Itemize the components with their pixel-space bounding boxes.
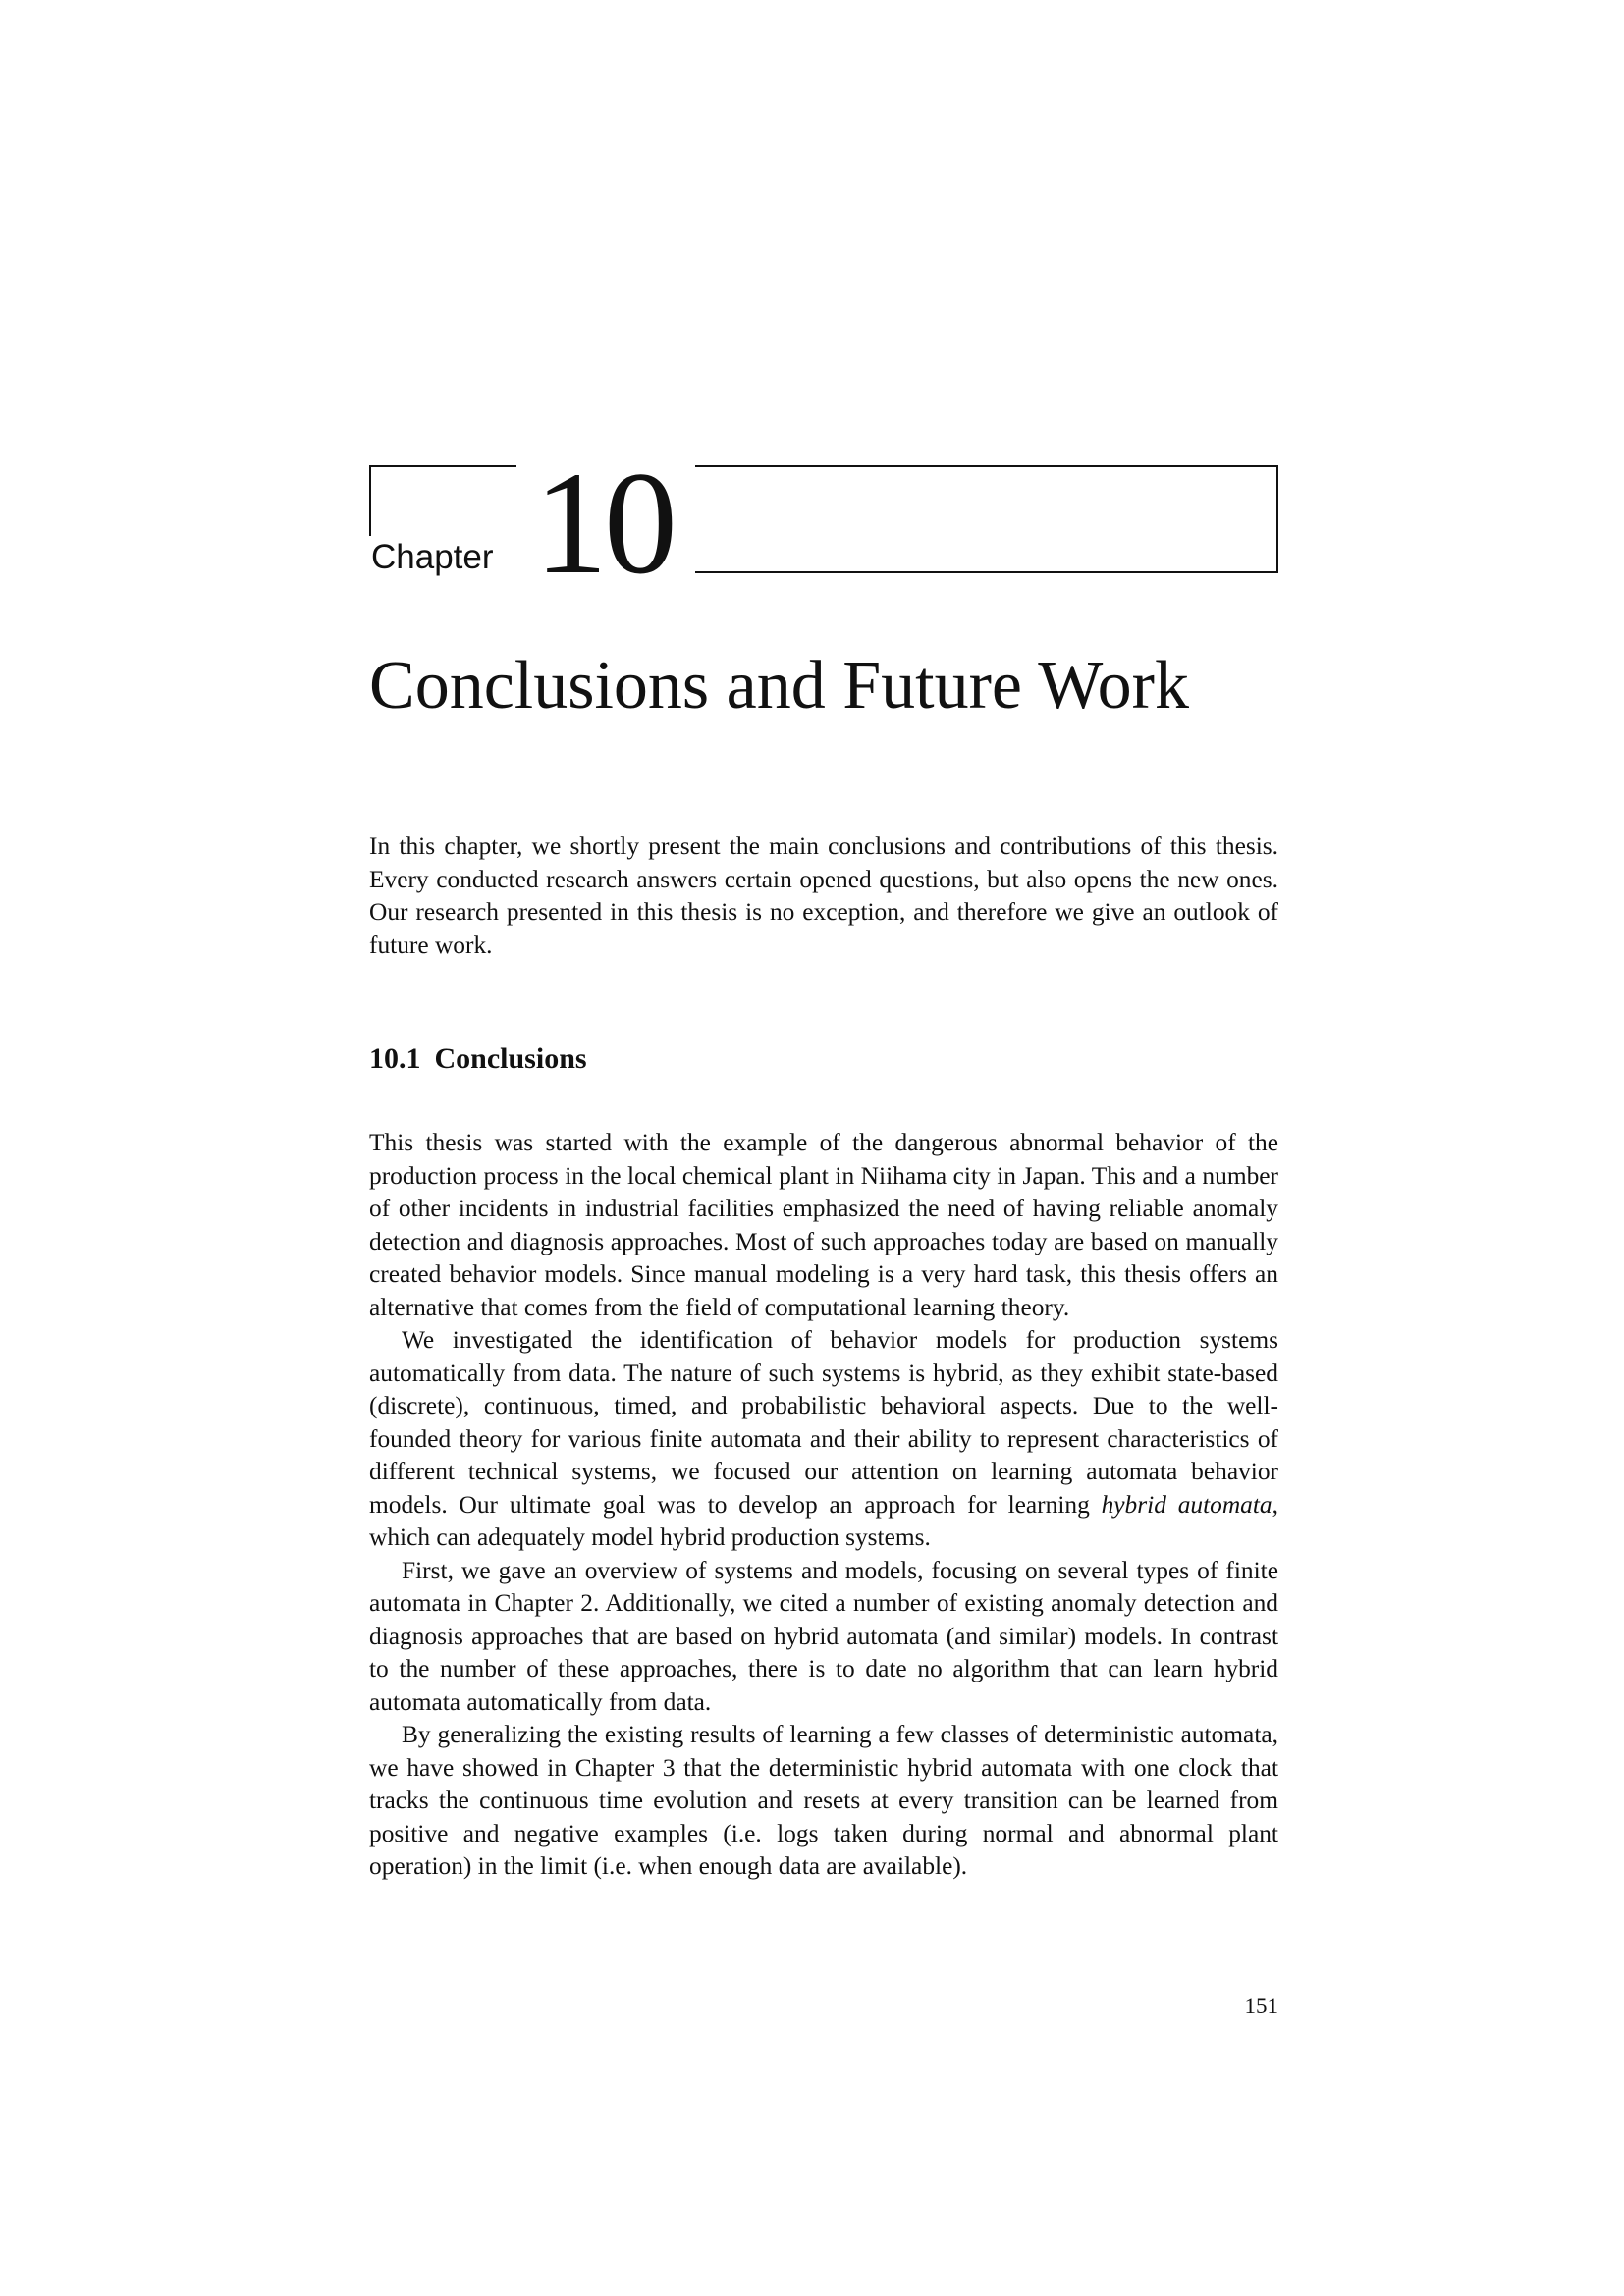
chapter-heading	[369, 442, 1278, 605]
chapter-frame-line	[369, 465, 371, 536]
paragraph-text: , which can adequately model hybrid production systems.	[369, 1490, 1278, 1551]
body-paragraph: By generalizing the existing results of learning a few classes of deterministic automata, we have showed in Chapter 3 that the deterministic hybrid automata with one clock that tracks the continuous time evolution and resets at every transition can be learned from positive and negative examples (i.e. logs taken during normal and abnormal plant operation) in the limit (i.e. when enough data are available).	[369, 1721, 1278, 1880]
body-paragraph: This thesis was started with the example of the dangerous abnormal behavior of the production process in the local chemical plant in Niihama city in Japan. This and a number of other incidents in industrial facilities emphasized the need of having reliable anomaly detection and diagnosis approaches. Most of such approaches today are based on manually created behavior models. Since manual modeling is a very hard task, this thesis offers an alternative that comes from the field of computational learning theory.	[369, 1129, 1278, 1321]
intro-paragraph: In this chapter, we shortly present the main conclusions and contributions of this thesis. Every conducted research answers certain opened questions, but also opens the new ones. Our research presented in this thesis is no exception, and therefore we give an outlook of future work.	[369, 832, 1278, 959]
section-number: 10.1	[369, 1042, 421, 1075]
emphasized-term: hybrid automata	[1101, 1490, 1272, 1519]
section-heading	[369, 1044, 587, 1074]
chapter-intro	[369, 830, 1278, 962]
section-title: Conclusions	[434, 1042, 587, 1075]
section-body	[369, 1127, 1278, 1884]
chapter-frame-line	[1276, 465, 1278, 573]
chapter-title: Conclusions and Future Work	[369, 648, 1189, 723]
page-number: 151	[1244, 1994, 1278, 2018]
body-paragraph: First, we gave an overview of systems and models, focusing on several types of finite automata in Chapter 2. Additionally, we cited a number of existing anomaly detection and diagnosis approaches that are based on hybrid automata (and similar) models. In contrast to the number of these approaches, there is to date no algorithm that can learn hybrid automata automatically from data.	[369, 1556, 1278, 1716]
chapter-frame-line	[369, 465, 516, 467]
chapter-frame-line	[695, 465, 1278, 467]
chapter-number: 10	[534, 442, 674, 605]
paragraph-text: We investigated the identification of behavior models for production systems automatically from data. The nature of such systems is hybrid, as they exhibit state-based (discrete), continuous, timed, and probabilistic behavioral aspects. Due to the well-founded theory for various finite automata and their ability to represent characteristics of different technical systems, we focused our attention on learning automata behavior models. Our ultimate goal was to develop an approach for learning	[369, 1326, 1278, 1519]
chapter-label: Chapter	[371, 538, 494, 576]
body-paragraph	[369, 1324, 1278, 1555]
chapter-frame-line	[695, 571, 1278, 573]
